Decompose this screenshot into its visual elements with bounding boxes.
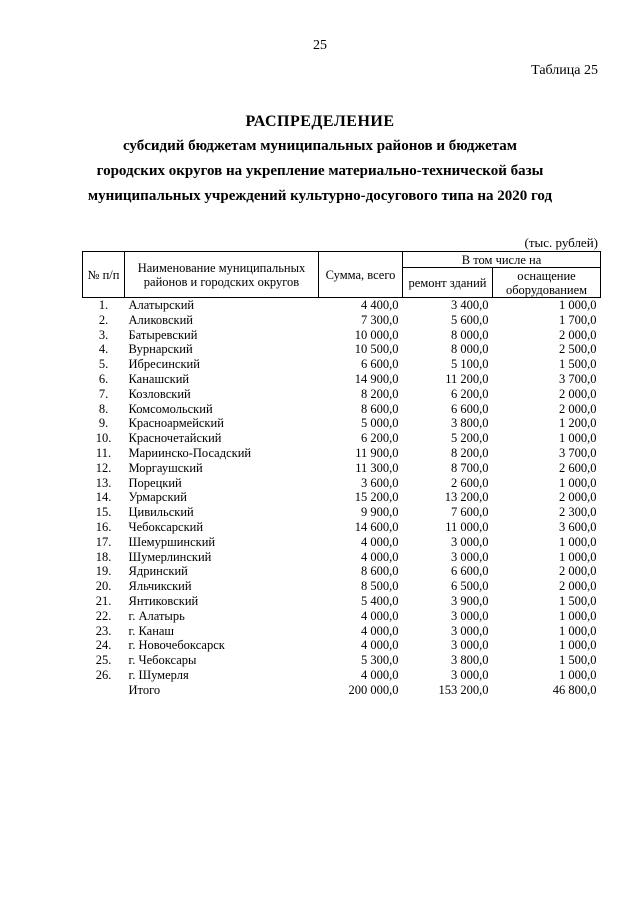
row-repair: 5 100,0 [451,357,489,372]
row-name: Моргаушский [128,460,203,475]
header-including: В том числе на [403,252,601,268]
table-row [83,550,601,565]
row-repair: 13 200,0 [444,490,489,505]
row-sum: 11 300,0 [355,460,399,475]
row-name: Яльчикский [128,579,192,594]
row-equipment: 2 000,0 [559,564,597,579]
header-repair: ремонт зданий [403,268,493,298]
row-name: Канашский [128,371,190,386]
row-repair: 3 900,0 [451,593,489,608]
row-repair: 3 000,0 [451,623,489,638]
row-name: Мариинско-Посадский [128,445,252,460]
row-equipment: 1 000,0 [559,298,597,312]
row-name: г. Чебоксары [128,653,197,668]
row-repair: 3 000,0 [451,638,489,653]
row-equipment: 1 000,0 [559,638,597,653]
row-equipment: 1 500,0 [559,593,597,608]
row-equipment: 1 000,0 [559,608,597,623]
row-repair: 2 600,0 [451,475,489,490]
row-name: Цивильский [128,505,194,520]
heading-line-4: муниципальных учреждений культурно-досугового типа на 2020 год [87,188,553,204]
page-number: 25 [313,38,327,53]
row-number: 6. [98,371,109,386]
row-equipment: 2 300,0 [559,505,597,520]
table-row [83,431,601,446]
row-name: Янтиковский [128,593,199,608]
row-name: г. Новочебоксарск [128,638,225,653]
row-name: Шумерлинский [128,549,212,564]
table-row [83,609,601,624]
row-repair: 7 600,0 [451,505,489,520]
row-name: Вурнарский [128,342,193,357]
row-sum: 6 600,0 [361,357,399,372]
row-sum: 4 000,0 [361,623,399,638]
table-row [83,668,601,683]
row-repair: 11 200,0 [445,371,489,386]
row-name: Урмарский [128,490,187,505]
row-number: 21. [95,593,112,608]
row-name: Козловский [128,386,191,401]
row-number: 11. [95,445,112,460]
row-name: Батыревский [128,327,198,342]
row-sum: 9 900,0 [361,505,399,520]
total-label: Итого [128,682,161,697]
row-repair: 6 600,0 [451,564,489,579]
row-name: Алатырский [128,298,195,312]
row-repair: 8 000,0 [451,342,489,357]
heading-line-2: субсидий бюджетам муниципальных районов и бюджетам [122,138,518,154]
table-row [83,298,601,313]
total-sum: 200 000,0 [348,682,399,697]
row-name: Комсомольский [128,401,213,416]
row-name: Ядринский [128,564,188,579]
table-row [83,372,601,387]
table-row [83,624,601,639]
table-row [83,594,601,609]
row-sum: 8 600,0 [361,401,399,416]
table-row [83,476,601,491]
row-repair: 3 000,0 [451,608,489,623]
row-equipment: 2 000,0 [559,327,597,342]
table-row [83,638,601,653]
row-name: Ибресинский [128,357,200,372]
row-sum: 11 900,0 [355,445,399,460]
row-number: 15. [95,505,112,520]
row-equipment: 1 200,0 [559,416,597,431]
row-equipment: 2 000,0 [559,579,597,594]
table-row [83,328,601,343]
header-num: № п/п [83,252,125,298]
row-name: Красночетайский [128,431,222,446]
row-sum: 10 500,0 [354,342,399,357]
table-row [83,490,601,505]
row-repair: 3 800,0 [451,416,489,431]
row-repair: 6 500,0 [451,579,489,594]
row-number: 19. [95,564,112,579]
row-number: 2. [98,312,109,327]
total-num [83,683,125,698]
table-row [83,402,601,417]
row-equipment: 2 500,0 [559,342,597,357]
row-repair: 3 000,0 [451,549,489,564]
row-sum: 10 000,0 [354,327,399,342]
row-repair: 5 600,0 [451,312,489,327]
row-sum: 4 000,0 [361,534,399,549]
row-name: Красноармейский [128,416,224,431]
row-sum: 5 400,0 [361,593,399,608]
row-repair: 6 200,0 [451,386,489,401]
row-number: 17. [95,534,112,549]
row-name: Порецкий [128,475,182,490]
document-heading [60,110,580,209]
row-name: г. Канаш [128,623,175,638]
row-repair: 6 600,0 [451,401,489,416]
row-equipment: 1 000,0 [559,475,597,490]
row-sum: 4 000,0 [361,608,399,623]
row-sum: 5 000,0 [361,416,399,431]
table-row [83,313,601,328]
row-equipment: 3 700,0 [559,371,597,386]
heading-line-3: городских округов на укрепление материально-технической базы [96,163,544,179]
table-row [83,520,601,535]
row-sum: 5 300,0 [361,653,399,668]
row-equipment: 1 000,0 [559,534,597,549]
row-sum: 14 900,0 [354,371,399,386]
row-equipment: 1 000,0 [559,549,597,564]
row-repair: 5 200,0 [451,431,489,446]
row-equipment: 1 000,0 [559,667,597,682]
row-sum: 4 000,0 [361,549,399,564]
row-number: 24. [95,638,112,653]
row-equipment: 1 500,0 [559,653,597,668]
row-number: 5. [98,357,109,372]
row-sum: 7 300,0 [361,312,399,327]
table-row [83,461,601,476]
row-number: 22. [95,608,112,623]
row-name: Чебоксарский [128,519,204,534]
row-number: 26. [95,667,112,682]
row-number: 9. [98,416,109,431]
row-number: 12. [95,460,112,475]
row-repair: 11 000,0 [445,519,489,534]
row-sum: 8 600,0 [361,564,399,579]
row-sum: 4 000,0 [361,667,399,682]
table-row [83,579,601,594]
row-repair: 8 000,0 [451,327,489,342]
row-equipment: 2 600,0 [559,460,597,475]
row-sum: 8 200,0 [361,386,399,401]
row-equipment: 1 000,0 [559,431,597,446]
header-name: Наименование муниципальных районов и городских округов [125,252,319,298]
table-row [83,342,601,357]
row-repair: 8 200,0 [451,445,489,460]
row-equipment: 3 600,0 [559,519,597,534]
table-row [83,446,601,461]
row-equipment: 1 700,0 [559,312,597,327]
row-sum: 8 500,0 [361,579,399,594]
row-sum: 3 600,0 [361,475,399,490]
row-repair: 3 800,0 [451,653,489,668]
total-row [83,683,601,698]
row-repair: 3 400,0 [451,298,489,312]
row-repair: 3 000,0 [451,534,489,549]
row-number: 3. [98,327,109,342]
row-name: Шемуршинский [128,534,216,549]
distribution-table [82,251,601,698]
total-repair: 153 200,0 [438,682,489,697]
row-number: 25. [95,653,112,668]
heading-line-1: РАСПРЕДЕЛЕНИЕ [245,113,395,130]
units-note: (тыс. рублей) [524,235,598,250]
table-row [83,535,601,550]
row-number: 7. [98,386,109,401]
row-sum: 4 000,0 [361,638,399,653]
row-number: 1. [98,298,109,312]
row-number: 16. [95,519,112,534]
row-name: г. Алатырь [128,608,185,623]
row-sum: 6 200,0 [361,431,399,446]
total-equipment: 46 800,0 [552,682,597,697]
row-equipment: 1 500,0 [559,357,597,372]
row-number: 18. [95,549,112,564]
row-repair: 8 700,0 [451,460,489,475]
header-sum: Сумма, всего [319,252,403,298]
row-equipment: 2 000,0 [559,401,597,416]
row-number: 8. [98,401,109,416]
row-name: Аликовский [128,312,193,327]
table-body [83,298,601,698]
table-row [83,564,601,579]
row-number: 4. [98,342,109,357]
row-equipment: 2 000,0 [559,490,597,505]
row-number: 14. [95,490,112,505]
table-row [83,653,601,668]
row-number: 23. [95,623,112,638]
row-sum: 15 200,0 [354,490,399,505]
row-equipment: 2 000,0 [559,386,597,401]
table-row [83,357,601,372]
table-label: Таблица 25 [531,63,598,78]
row-name: г. Шумерля [128,667,189,682]
table-row [83,416,601,431]
row-number: 10. [95,431,112,446]
row-equipment: 3 700,0 [559,445,597,460]
row-sum: 14 600,0 [354,519,399,534]
table-row [83,505,601,520]
row-sum: 4 400,0 [361,298,399,312]
row-number: 20. [95,579,112,594]
row-equipment: 1 000,0 [559,623,597,638]
table-row [83,387,601,402]
row-repair: 3 000,0 [451,667,489,682]
header-equipment: оснащение оборудованием [493,268,601,298]
row-number: 13. [95,475,112,490]
